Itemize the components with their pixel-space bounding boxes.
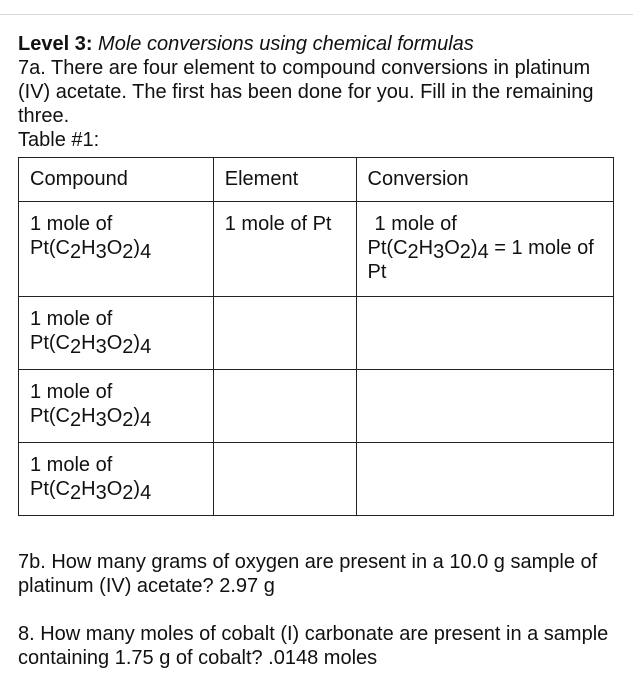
header-compound: Compound bbox=[19, 158, 214, 202]
compound-prefix: 1 mole of bbox=[30, 213, 113, 235]
element-cell-blank[interactable] bbox=[213, 443, 356, 516]
compound-cell bbox=[19, 370, 214, 443]
level-heading bbox=[18, 32, 618, 56]
compound-formula: $Pt(C_2H_3O_2)_4$ bbox=[30, 237, 152, 263]
level-title: Mole conversions using chemical formulas bbox=[98, 33, 474, 55]
table-row bbox=[19, 297, 614, 370]
table-label: Table #1: bbox=[18, 129, 100, 151]
element-value: 1 mole of Pt bbox=[224, 213, 332, 235]
conversion-line bbox=[368, 236, 603, 284]
compound-prefix: 1 mole of bbox=[30, 381, 113, 403]
compound-formula: $Pt(C_2H_3O_2)_4$ bbox=[30, 478, 152, 504]
conversion-formula: $Pt(C_2H_3O_2)_4$ bbox=[367, 237, 489, 263]
compound-prefix: 1 mole of bbox=[30, 454, 113, 476]
element-cell-blank[interactable] bbox=[213, 297, 356, 370]
compound-formula: $Pt(C_2H_3O_2)_4$ bbox=[30, 405, 152, 431]
question-7a-text: 7a. There are four element to compound conversions in platinum (IV) acetate. The first has been done for you. Fill in the remaining three. bbox=[18, 57, 594, 127]
compound-cell bbox=[19, 297, 214, 370]
element-cell bbox=[213, 202, 356, 297]
conversion-suffix: = 1 mole of Pt bbox=[367, 237, 594, 283]
conversion-cell-blank[interactable] bbox=[356, 443, 613, 516]
compound-prefix: 1 mole of bbox=[30, 308, 113, 330]
conversion-table bbox=[18, 157, 614, 516]
conversion-prefix: 1 mole of bbox=[374, 213, 457, 235]
table-row bbox=[19, 443, 614, 516]
header-conversion: Conversion bbox=[356, 158, 613, 202]
header-element: Element bbox=[213, 158, 356, 202]
conversion-cell-blank[interactable] bbox=[356, 370, 613, 443]
worksheet-header bbox=[18, 32, 618, 152]
top-divider bbox=[0, 0, 633, 15]
compound-cell bbox=[19, 202, 214, 297]
element-cell-blank[interactable] bbox=[213, 370, 356, 443]
table-row bbox=[19, 202, 614, 297]
level-label: Level 3: bbox=[18, 33, 93, 55]
compound-cell bbox=[19, 443, 214, 516]
table-header-row bbox=[19, 158, 614, 202]
conversion-cell bbox=[356, 202, 613, 297]
question-8-text: 8. How many moles of cobalt (I) carbonate are present in a sample containing 1.75 g of cobalt? .0148 moles bbox=[18, 623, 609, 669]
table-row bbox=[19, 370, 614, 443]
question-7b-text: 7b. How many grams of oxygen are present in a 10.0 g sample of platinum (IV) acetate? 2.97 g bbox=[18, 551, 598, 597]
conversion-cell-blank[interactable] bbox=[356, 297, 613, 370]
compound-formula: $Pt(C_2H_3O_2)_4$ bbox=[30, 332, 152, 358]
